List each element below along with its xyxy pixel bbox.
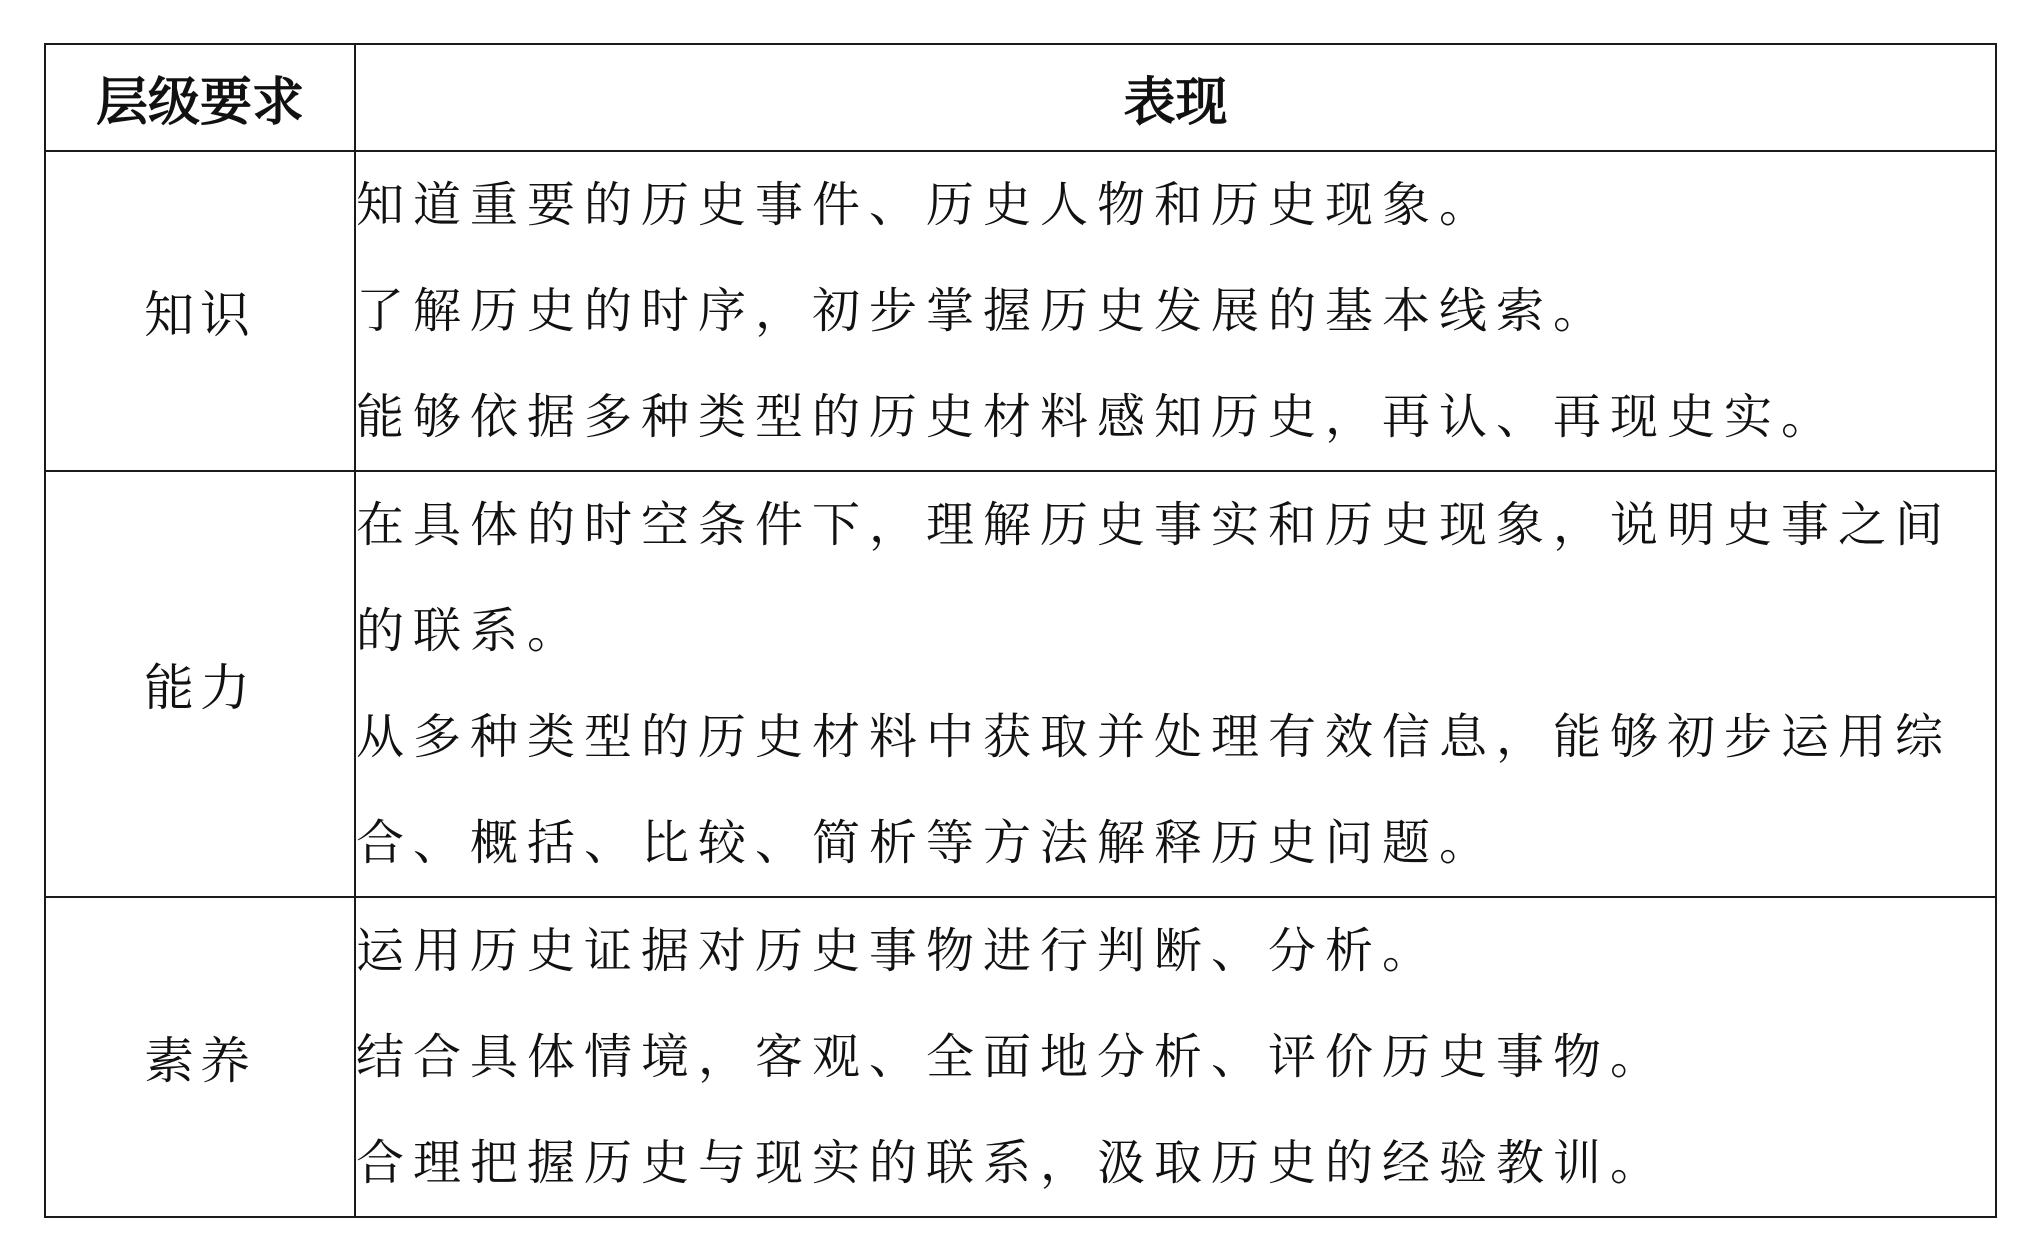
performance-item: 合理把握历史与现实的联系，汲取历史的经验教训。 bbox=[356, 1135, 1668, 1191]
table-row bbox=[45, 471, 1996, 897]
header-performance: 表现 bbox=[355, 44, 1996, 151]
level-cell: 素养 bbox=[45, 897, 355, 1217]
level-cell: 知识 bbox=[45, 151, 355, 471]
performance-item: 结合具体情境，客观、全面地分析、评价历史事物。 bbox=[356, 1029, 1668, 1085]
performance-item: 在具体的时空条件下，理解历史事实和历史现象，说明史事之间的联系。 bbox=[356, 497, 1953, 659]
performance-cell bbox=[355, 471, 1996, 897]
performance-cell bbox=[355, 151, 1996, 471]
table-row bbox=[45, 151, 1996, 471]
performance-cell bbox=[355, 897, 1996, 1217]
performance-item: 了解历史的时序，初步掌握历史发展的基本线索。 bbox=[356, 283, 1611, 339]
table-row bbox=[45, 897, 1996, 1217]
performance-item: 能够依据多种类型的历史材料感知历史，再认、再现史实。 bbox=[356, 389, 1839, 445]
performance-item: 运用历史证据对历史事物进行判断、分析。 bbox=[356, 923, 1440, 979]
level-requirements-table bbox=[44, 43, 1997, 1218]
header-level: 层级要求 bbox=[45, 44, 355, 151]
level-cell: 能力 bbox=[45, 471, 355, 897]
performance-item: 知道重要的历史事件、历史人物和历史现象。 bbox=[356, 177, 1497, 233]
performance-item: 从多种类型的历史材料中获取并处理有效信息，能够初步运用综合、概括、比较、简析等方法解释历史问题。 bbox=[356, 709, 1953, 871]
header-row bbox=[45, 44, 1996, 151]
